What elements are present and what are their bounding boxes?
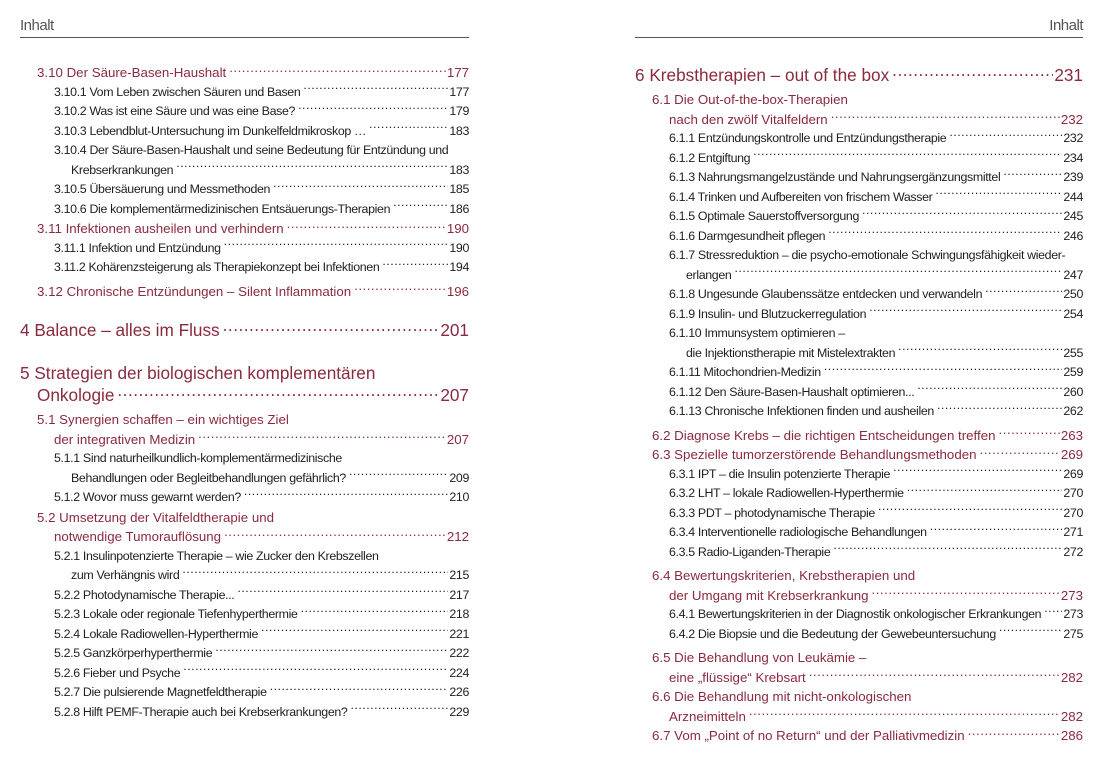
toc-entry-level-3[interactable] [20, 488, 469, 508]
dot-leader [876, 504, 1062, 516]
page-number: 196 [446, 283, 469, 299]
dot-leader [391, 200, 448, 212]
toc-entry-title: 6.1.10 Immunsystem optimieren – [669, 326, 845, 341]
page-number: 273 [1063, 607, 1083, 622]
toc-entry-level-3[interactable] [20, 141, 469, 180]
page-number: 215 [449, 568, 469, 583]
dot-leader [829, 110, 1060, 123]
toc-entry-title: notwendige Tumorauflösung [54, 529, 222, 545]
toc-entry-level-3[interactable] [20, 258, 469, 278]
toc-entry-level-3[interactable] [635, 504, 1083, 524]
toc-entry-title: 5.2.4 Lokale Radiowellen-Hyperthermie [54, 626, 259, 641]
toc-entry-title: 5 Strategien der biologischen komplementären [20, 363, 376, 384]
dot-leader [867, 305, 1062, 317]
toc-entry-title: 6.1.9 Insulin- und Blutzuckerregulation [669, 306, 867, 321]
toc-entry-title: 6.6 Die Behandlung mit nicht-onkologischen [652, 689, 912, 705]
toc-entry-level-3[interactable] [20, 449, 469, 488]
page-number: 177 [449, 84, 469, 99]
toc-entry-level-3[interactable] [20, 239, 469, 259]
toc-entry-title: 6.2 Diagnose Krebs – die richtigen Entscheidungen treffen [652, 427, 996, 443]
toc-entry-title: 3.10.5 Übersäuerung und Messmethoden [54, 182, 271, 196]
toc-entry-level-3[interactable] [20, 683, 469, 703]
page-number: 226 [449, 685, 469, 700]
dot-leader [301, 83, 448, 95]
toc-entry-level-3[interactable] [20, 83, 469, 103]
dot-leader [822, 364, 1063, 376]
toc-entry-title: 5.2.7 Die pulsierende Magnetfeldtherapie [54, 685, 267, 700]
dot-leader [227, 64, 446, 77]
toc-entry-title: 6.3 Spezielle tumorzerstörende Behandlungsmethoden [652, 447, 977, 463]
dot-leader [180, 567, 448, 579]
dot-leader [285, 220, 446, 233]
toc-entry-level-3[interactable] [635, 543, 1083, 563]
dot-leader [259, 625, 448, 637]
dot-leader [966, 727, 1060, 740]
page-number: 244 [1063, 189, 1083, 204]
dot-leader [235, 586, 448, 598]
dot-leader [271, 181, 448, 193]
spacer [20, 301, 469, 319]
toc-entry-title: 3.10.4 Der Säure-Basen-Haushalt und seine Bedeutung für Entzündung und [54, 143, 449, 157]
toc-entry-level-3[interactable] [635, 484, 1083, 504]
page-number: 179 [449, 104, 469, 118]
toc-entry-title: 6.3.1 IPT – die Insulin potenzierte Therapie [669, 466, 891, 481]
page-number: 246 [1063, 228, 1083, 243]
toc-entry-title: nach den zwölf Vitalfeldern [669, 111, 828, 127]
page-number: 286 [1060, 728, 1083, 744]
toc-entry-level-3[interactable] [635, 168, 1083, 188]
page-number: 271 [1063, 525, 1083, 540]
page-number: 185 [449, 182, 469, 196]
dot-leader [299, 606, 449, 618]
toc-entry-level-3[interactable] [635, 363, 1083, 383]
toc-entry-title: 6.1.13 Chronische Infektionen finden und ausheilen [669, 404, 934, 419]
toc-entry-title: 3.12 Chronische Entzündungen – Silent Inflammation [37, 283, 352, 299]
toc-entry-level-3[interactable] [635, 605, 1083, 625]
toc-entry-title: 3.11.2 Kohärenzsteigerung als Therapiekonzept bei Infektionen [54, 260, 380, 274]
toc-entry-level-3[interactable] [635, 402, 1083, 422]
toc-entry-level-3[interactable] [635, 625, 1083, 645]
dot-leader [213, 645, 448, 657]
page-number: 177 [446, 65, 469, 80]
toc-entry-level-3[interactable] [635, 188, 1083, 208]
toc-entry-level-3[interactable] [20, 625, 469, 645]
toc-entry-title: 6.1.3 Nahrungsmangelzustände und Nahrungsergänzungsmittel [669, 170, 1001, 185]
dot-leader [870, 586, 1060, 599]
header-rule [20, 37, 469, 38]
toc-entry-title: 6.1.1 Entzündungskontrolle und Entzündungstherapie [669, 131, 947, 146]
toc-entry-title: 6.3.4 Interventionelle radiologische Behandlungen [669, 525, 927, 540]
page-number: 254 [1063, 306, 1083, 321]
spacer [20, 341, 469, 363]
dot-leader [928, 524, 1063, 536]
dot-leader [915, 383, 1062, 395]
toc-entry-title: 6.1.8 Ungesunde Glaubenssätze entdecken und verwandeln [669, 287, 983, 302]
toc-entry-title: 5.1 Synergien schaffen – ein wichtiges Ziel [37, 412, 289, 428]
toc-entry-title: 6.1.11 Mitochondrien-Medizin [669, 365, 821, 380]
dot-leader [983, 286, 1062, 298]
dot-leader [896, 344, 1062, 356]
page-number: 212 [446, 529, 469, 545]
dot-leader [242, 489, 448, 501]
toc-entry-level-3[interactable] [20, 122, 469, 142]
dot-leader [826, 227, 1062, 239]
toc-entry-level-2[interactable] [20, 63, 469, 83]
dot-leader [222, 239, 449, 251]
page-number: 221 [449, 626, 469, 641]
toc-entry-title: Behandlungen oder Begleitbehandlungen gefährlich? [71, 470, 346, 485]
toc-entry-title: 6.1.2 Entgiftung [669, 150, 751, 165]
page-number: 224 [449, 665, 469, 680]
dot-leader [905, 485, 1063, 497]
page-number: 201 [440, 320, 469, 341]
toc-entry-level-3[interactable] [20, 180, 469, 200]
toc-entry-title: 5.1.2 Wovor muss gewarnt werden? [54, 490, 241, 505]
toc-entry-title: 3.10 Der Säure-Basen-Haushalt [37, 65, 227, 80]
toc-entry-title: 6 Krebstherapien – out of the box [635, 65, 890, 86]
dot-leader [181, 664, 448, 676]
page-number: 222 [449, 646, 469, 661]
dot-leader [997, 426, 1060, 439]
dot-leader [947, 130, 1062, 142]
toc-entry-title: 5.2.8 Hilft PEMF-Therapie auch bei Krebserkrankungen? [54, 704, 348, 719]
toc-entry-title: 5.2.5 Ganzkörperhyperthermie [54, 646, 213, 661]
toc-entry-level-3[interactable] [20, 664, 469, 684]
dot-leader [347, 469, 448, 481]
page-number: 273 [1060, 587, 1083, 603]
dot-leader [348, 703, 448, 715]
page-number: 209 [449, 470, 469, 485]
toc-entry-title: die Injektionstherapie mit Mistelextrakten [686, 345, 896, 360]
toc-entry-title: 5.2.6 Fieber und Psyche [54, 665, 181, 680]
toc-entry-title: 6.3.3 PDT – photodynamische Therapie [669, 505, 875, 520]
toc-entry-title: 6.1.6 Darmgesundheit pflegen [669, 228, 826, 243]
page-number: 272 [1063, 544, 1083, 559]
dot-leader [747, 707, 1060, 720]
toc-entry-title: 6.4 Bewertungskriterien, Krebstherapien und [652, 568, 916, 584]
page-number: 255 [1063, 345, 1083, 360]
page-number: 247 [1063, 267, 1083, 282]
toc-entry-level-2[interactable] [635, 726, 1083, 746]
toc-entry-title: der integrativen Medizin [54, 431, 196, 447]
page-number: 210 [449, 490, 469, 505]
toc-entry-title: 5.2.3 Lokale oder regionale Tiefenhyperthermie [54, 607, 298, 622]
toc-entry-title: 6.1 Die Out-of-the-box-Therapien [652, 92, 848, 108]
page-number: 262 [1063, 404, 1083, 419]
toc-entry-level-3[interactable] [635, 246, 1083, 285]
page-number: 270 [1063, 505, 1083, 520]
toc-entry-level-2[interactable] [635, 687, 1083, 726]
table-of-contents [635, 64, 1083, 746]
table-of-contents [20, 63, 469, 722]
page-number: 270 [1063, 486, 1083, 501]
page-number: 183 [449, 123, 469, 138]
page-number: 269 [1063, 466, 1083, 481]
dot-leader [196, 431, 446, 444]
page-number: 245 [1063, 209, 1083, 224]
page-number: 194 [449, 260, 469, 274]
toc-entry-level-2[interactable] [635, 566, 1083, 605]
toc-entry-level-3[interactable] [635, 207, 1083, 227]
page-number: 229 [449, 704, 469, 719]
toc-entry-level-3[interactable] [635, 285, 1083, 305]
page-number: 239 [1063, 170, 1083, 185]
toc-entry-title: 3.10.3 Lebendblut-Untersuchung im Dunkelfeldmikroskop … [54, 123, 367, 138]
toc-entry-level-3[interactable] [635, 324, 1083, 363]
dot-leader [732, 266, 1062, 278]
toc-entry-level-3[interactable] [635, 305, 1083, 325]
page-number: 275 [1063, 626, 1083, 641]
toc-entry-level-1[interactable] [20, 319, 469, 341]
page-number: 260 [1063, 384, 1083, 399]
toc-entry-title: Onkologie [37, 385, 115, 406]
toc-entry-level-3[interactable] [20, 200, 469, 220]
running-head: Inhalt [1049, 17, 1083, 34]
toc-entry-title: 6.1.12 Den Säure-Basen-Haushalt optimieren... [669, 384, 915, 399]
toc-entry-level-3[interactable] [635, 523, 1083, 543]
toc-entry-level-2[interactable] [20, 508, 469, 547]
dot-leader [174, 161, 448, 173]
dot-leader [222, 528, 446, 541]
page-number: 282 [1060, 708, 1083, 724]
toc-entry-title: 5.2.1 Insulinpotenzierte Therapie – wie Zucker den Krebszellen [54, 548, 379, 563]
page-number: 207 [440, 385, 469, 406]
page-number: 190 [449, 240, 469, 255]
toc-entry-title: eine „flüssige“ Krebsart [669, 669, 806, 685]
page-number: 183 [449, 162, 469, 177]
dot-leader [115, 384, 439, 401]
page-number: 234 [1063, 150, 1083, 165]
dot-leader [935, 403, 1062, 415]
toc-entry-level-3[interactable] [635, 465, 1083, 485]
toc-entry-title: 6.7 Vom „Point of no Return“ und der Palliativmedizin [652, 728, 965, 744]
toc-entry-level-3[interactable] [20, 547, 469, 586]
toc-entry-title: 6.4.2 Die Biopsie und die Bedeutung der Gewebeuntersuchung [669, 626, 996, 641]
running-head: Inhalt [20, 17, 54, 34]
toc-entry-title: 6.5 Die Behandlung von Leukämie – [652, 650, 867, 666]
page-number: 232 [1060, 111, 1083, 127]
toc-entry-title: 5.2 Umsetzung der Vitalfeldtherapie und [37, 509, 275, 525]
dot-leader [890, 64, 1053, 81]
page-number: 186 [449, 201, 469, 216]
page-number: 282 [1060, 669, 1083, 685]
dot-leader [807, 668, 1060, 681]
toc-entry-level-3[interactable] [20, 586, 469, 606]
toc-entry-level-3[interactable] [635, 129, 1083, 149]
dot-leader [352, 282, 446, 295]
toc-entry-title: erlangen [686, 267, 732, 282]
toc-entry-title: 3.11 Infektionen ausheilen und verhindern [37, 221, 284, 236]
page-number: 250 [1063, 287, 1083, 302]
toc-entry-level-3[interactable] [635, 149, 1083, 169]
toc-entry-level-2[interactable] [20, 410, 469, 449]
page-number: 232 [1063, 131, 1083, 146]
toc-entry-title: 6.1.5 Optimale Sauerstoffversorgung [669, 209, 860, 224]
toc-entry-title: 6.1.7 Stressreduktion – die psycho-emotionale Schwingungsfähigkeit wieder- [669, 248, 1066, 263]
toc-entry-title: der Umgang mit Krebserkrankung [669, 587, 869, 603]
toc-entry-title: 3.10.6 Die komplementärmedizinischen Entsäuerungs-Therapien [54, 201, 391, 216]
toc-entry-level-3[interactable] [20, 102, 469, 122]
toc-entry-title: 6.4.1 Bewertungskriterien in der Diagnostik onkologischer Erkrankungen [669, 607, 1042, 622]
toc-entry-title: 3.10.2 Was ist eine Säure und was eine Base? [54, 104, 296, 118]
dot-leader [1001, 169, 1062, 181]
header-rule [635, 37, 1083, 38]
toc-entry-level-1[interactable] [635, 64, 1083, 86]
page-number: 269 [1060, 447, 1083, 463]
toc-entry-title: 3.10.1 Vom Leben zwischen Säuren und Basen [54, 84, 301, 99]
toc-entry-title: 6.1.4 Trinken und Aufbereiten von frischem Wasser [669, 189, 933, 204]
toc-entry-title: Krebserkrankungen [71, 162, 174, 177]
dot-leader [860, 208, 1062, 220]
dot-leader [1042, 606, 1062, 618]
page-number: 263 [1060, 427, 1083, 443]
page-number: 259 [1063, 365, 1083, 380]
dot-leader [380, 259, 448, 271]
toc-entry-title: 5.2.2 Photodynamische Therapie... [54, 587, 235, 602]
toc-entry-level-3[interactable] [635, 383, 1083, 403]
toc-entry-level-2[interactable] [20, 282, 469, 302]
toc-entry-level-3[interactable] [20, 703, 469, 723]
toc-entry-level-3[interactable] [20, 605, 469, 625]
toc-entry-level-2[interactable] [635, 426, 1083, 446]
dot-leader [831, 543, 1062, 555]
toc-entry-level-1[interactable] [20, 363, 469, 406]
dot-leader [891, 465, 1062, 477]
dot-leader [367, 122, 448, 134]
dot-leader [268, 684, 449, 696]
toc-entry-title: Arzneimitteln [669, 708, 746, 724]
toc-entry-title: zum Verhängnis wird [71, 568, 180, 583]
page-number: 231 [1054, 65, 1083, 86]
page-number: 217 [449, 587, 469, 602]
dot-leader [997, 625, 1062, 637]
toc-entry-level-3[interactable] [20, 644, 469, 664]
page-number: 207 [446, 431, 469, 447]
toc-entry-level-2[interactable] [20, 219, 469, 239]
dot-leader [978, 446, 1060, 459]
dot-leader [221, 319, 440, 336]
dot-leader [933, 188, 1062, 200]
toc-entry-level-2[interactable] [635, 445, 1083, 465]
toc-entry-title: 6.3.2 LHT – lokale Radiowellen-Hyperthermie [669, 486, 904, 501]
toc-entry-level-2[interactable] [635, 648, 1083, 687]
toc-entry-title: 4 Balance – alles im Fluss [20, 320, 220, 341]
toc-entry-level-3[interactable] [635, 227, 1083, 247]
toc-entry-title: 5.1.1 Sind naturheilkundlich-komplementärmedizinische [54, 451, 342, 466]
toc-entry-title: 6.3.5 Radio-Liganden-Therapie [669, 544, 831, 559]
dot-leader [296, 103, 448, 115]
toc-entry-title: 3.11.1 Infektion und Entzündung [54, 240, 221, 255]
toc-entry-level-2[interactable] [635, 90, 1083, 129]
page-number: 190 [446, 221, 469, 236]
page-number: 218 [449, 607, 469, 622]
dot-leader [751, 149, 1062, 161]
